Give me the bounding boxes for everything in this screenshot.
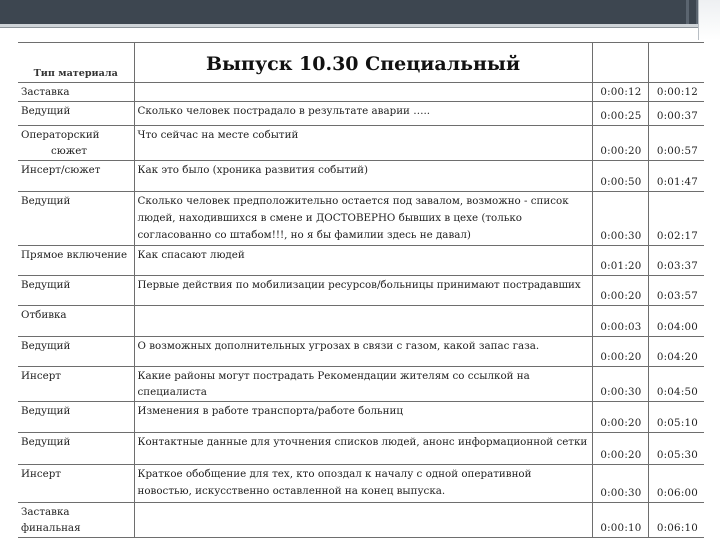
cumulative-time: 0:03:37 bbox=[648, 246, 704, 276]
segment-duration: 0:00:30 bbox=[592, 192, 648, 246]
segment-duration: 0:00:10 bbox=[592, 503, 648, 538]
table-row bbox=[18, 192, 704, 246]
broadcast-rundown-table bbox=[18, 42, 704, 538]
segment-description: Изменения в работе транспорта/работе больниц bbox=[134, 402, 592, 433]
segment-type: Ведущий bbox=[18, 337, 134, 367]
rundown-title: Выпуск 10.30 Специальный bbox=[205, 53, 521, 75]
segment-type: Инсерт bbox=[18, 465, 134, 503]
segment-description bbox=[134, 306, 592, 337]
cumulative-time: 0:04:20 bbox=[648, 337, 704, 367]
table-row bbox=[18, 337, 704, 367]
segment-duration: 0:00:20 bbox=[592, 402, 648, 433]
segment-type bbox=[18, 126, 134, 161]
table-row bbox=[18, 367, 704, 402]
segment-description: Первые действия по мобилизации ресурсов/больницы принимают пострадавших bbox=[134, 276, 592, 306]
segment-type: Заставка bbox=[18, 83, 134, 102]
header-total-cell bbox=[648, 43, 704, 83]
segment-description: Какие районы могут пострадать Рекомендации жителям со ссылкой на специалиста bbox=[134, 367, 592, 402]
table-row bbox=[18, 126, 704, 161]
segment-description: О возможных дополнительных угрозах в связи с газом, какой запас газа. bbox=[134, 337, 592, 367]
segment-type: Отбивка bbox=[18, 306, 134, 337]
cumulative-time: 0:04:00 bbox=[648, 306, 704, 337]
top-bar-divider bbox=[686, 0, 689, 24]
segment-type: Ведущий bbox=[18, 192, 134, 246]
type-column-label: Тип материала bbox=[33, 68, 118, 79]
segment-duration: 0:00:30 bbox=[592, 367, 648, 402]
segment-type-line: Операторский bbox=[21, 129, 100, 141]
table-row bbox=[18, 83, 704, 102]
table-row bbox=[18, 402, 704, 433]
segment-type: Ведущий bbox=[18, 433, 134, 465]
segment-description: Краткое обобщение для тех, кто опоздал к началу с одной оперативной новостью, искусственно оставленной на конец выпуска. bbox=[134, 465, 592, 503]
table-row bbox=[18, 503, 704, 538]
segment-description bbox=[134, 503, 592, 538]
table-row bbox=[18, 161, 704, 192]
cumulative-time: 0:04:50 bbox=[648, 367, 704, 402]
header-duration-cell bbox=[592, 43, 648, 83]
cumulative-time: 0:01:47 bbox=[648, 161, 704, 192]
segment-duration: 0:00:20 bbox=[592, 337, 648, 367]
cumulative-time: 0:06:00 bbox=[648, 465, 704, 503]
top-bar-rule bbox=[0, 27, 720, 28]
cumulative-time: 0:03:57 bbox=[648, 276, 704, 306]
segment-type: Ведущий bbox=[18, 102, 134, 126]
header-type-cell bbox=[18, 43, 134, 83]
segment-type: Прямое включение bbox=[18, 246, 134, 276]
slide-corner-decoration bbox=[698, 0, 720, 40]
segment-type: Инсерт/сюжет bbox=[18, 161, 134, 192]
cumulative-time: 0:02:17 bbox=[648, 192, 704, 246]
cumulative-time: 0:00:12 bbox=[648, 83, 704, 102]
segment-type-line: сюжет bbox=[51, 145, 87, 157]
segment-duration: 0:01:20 bbox=[592, 246, 648, 276]
segment-duration: 0:00:20 bbox=[592, 276, 648, 306]
segment-description: Как спасают людей bbox=[134, 246, 592, 276]
segment-type: Заставка финальная bbox=[18, 503, 134, 538]
segment-description: Сколько человек предположительно остается под завалом, возможно - список людей, находившихся в смене и ДОСТОВЕРНО бывших в цехе (только согласованно со штабом!!!, но я бы фамилии здесь не давал) bbox=[134, 192, 592, 246]
segment-type: Ведущий bbox=[18, 276, 134, 306]
segment-duration: 0:00:30 bbox=[592, 465, 648, 503]
cumulative-time: 0:05:10 bbox=[648, 402, 704, 433]
table-row bbox=[18, 276, 704, 306]
segment-duration: 0:00:12 bbox=[592, 83, 648, 102]
segment-type: Инсерт bbox=[18, 367, 134, 402]
segment-description: Сколько человек пострадало в результате аварии ….. bbox=[134, 102, 592, 126]
table-row bbox=[18, 433, 704, 465]
cumulative-time: 0:00:57 bbox=[648, 126, 704, 161]
segment-duration: 0:00:50 bbox=[592, 161, 648, 192]
segment-type: Ведущий bbox=[18, 402, 134, 433]
table-row bbox=[18, 306, 704, 337]
segment-duration: 0:00:25 bbox=[592, 102, 648, 126]
table-row bbox=[18, 102, 704, 126]
segment-description: Как это было (хроника развития событий) bbox=[134, 161, 592, 192]
cumulative-time: 0:06:10 bbox=[648, 503, 704, 538]
table-header-row bbox=[18, 43, 704, 83]
header-title-cell bbox=[134, 43, 592, 83]
segment-duration: 0:00:20 bbox=[592, 433, 648, 465]
segment-duration: 0:00:20 bbox=[592, 126, 648, 161]
cumulative-time: 0:05:30 bbox=[648, 433, 704, 465]
slide-top-bar bbox=[0, 0, 720, 24]
cumulative-time: 0:00:37 bbox=[648, 102, 704, 126]
table-row bbox=[18, 246, 704, 276]
segment-description: Что сейчас на месте событий bbox=[134, 126, 592, 161]
segment-duration: 0:00:03 bbox=[592, 306, 648, 337]
table-row bbox=[18, 465, 704, 503]
segment-description bbox=[134, 83, 592, 102]
segment-description: Контактные данные для уточнения списков людей, анонс информационной сетки bbox=[134, 433, 592, 465]
